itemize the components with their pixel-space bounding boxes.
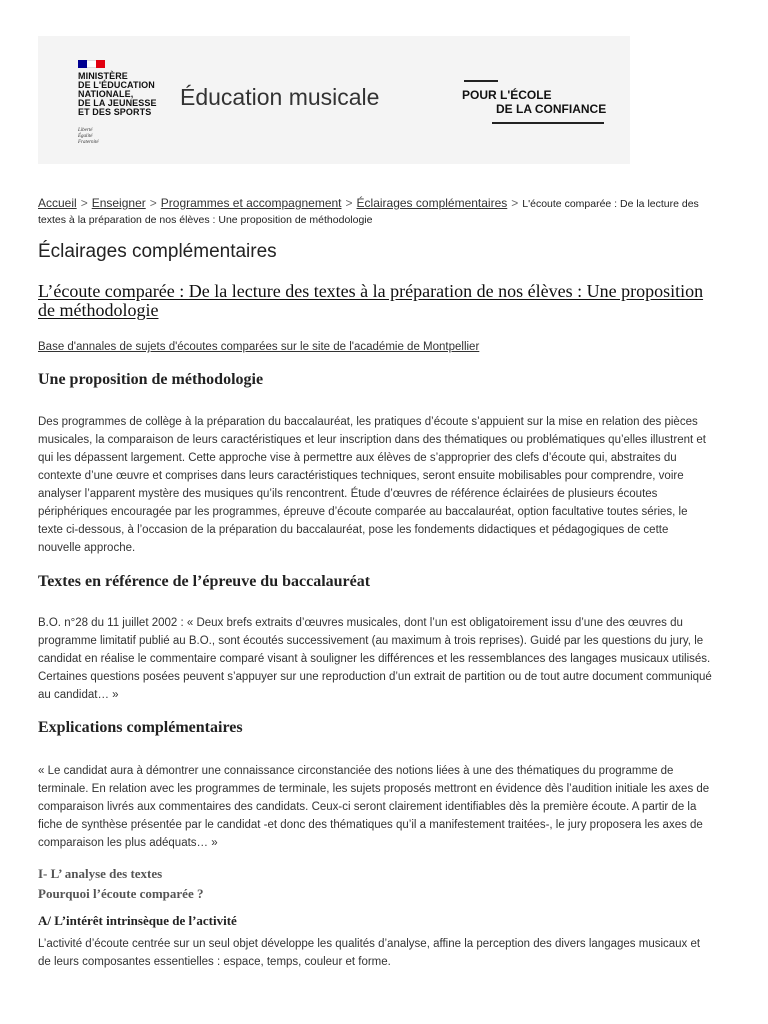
- section-title: Éclairages complémentaires: [38, 241, 277, 262]
- paragraph-textes-reference: B.O. n°28 du 11 juillet 2002 : « Deux brefs extraits d’œuvres musicales, dont l’un est obligatoirement issu d’une des œuvres du programme limitatif publié au B.O., sont écoutés successivement (au maximum à trois reprises). Guidé par les questions du jury, le candidat en réalise le commentaire comparé visant à souligner les différences et les ressemblances des langages musicaux utilisés. Certaines questions posées peuvent s’appuyer sur une reproduction d’un extrait de partition ou de tout autre document communiqué au candidat… »: [38, 617, 712, 701]
- breadcrumb-link-enseigner[interactable]: Enseigner: [91, 196, 146, 210]
- breadcrumb-link-programmes[interactable]: Programmes et accompagnement: [160, 196, 342, 210]
- breadcrumb-current: L'écoute comparée : De la lecture des textes à la préparation de nos élèves : Une proposition de méthodologie: [38, 198, 699, 226]
- breadcrumb-separator: >: [149, 196, 157, 210]
- breadcrumb-link-accueil[interactable]: Accueil: [38, 196, 77, 210]
- site-name[interactable]: Éducation musicale: [180, 84, 380, 110]
- paragraph-interet: L’activité d’écoute centrée sur un seul objet développe les qualités d’analyse, affine la perception des divers langages musicaux et de leurs composantes essentielles : espace, temps, couleur et forme.: [38, 938, 701, 968]
- slogan-line-bottom: [492, 122, 604, 124]
- heading-analyse-textes: I- L’ analyse des textes: [38, 866, 163, 881]
- slogan-line-top: [464, 80, 498, 82]
- breadcrumb-separator: >: [511, 196, 519, 210]
- ministry-name: MINISTÈRE DE L'ÉDUCATION NATIONALE, DE LA JEUNESSE ET DES SPORTS: [78, 71, 157, 117]
- paragraph-methodologie: Des programmes de collège à la préparation du baccalauréat, les pratiques d’écoute s’appuient sur la mise en relation des pièces musicales, la comparaison de leurs caractéristiques et leur inscription dans des thématiques ou problématiques qu’elles illustrent et qui les dépassent largement. Cette approche vise à permettre aux élèves de s’approprier des clefs d’écoute qui, abstraites du contexte d’une œuvre et comprises dans leurs caractéristiques techniques, seront ensuite mobilisables pour comprendre, voire analyser l’apparent mystère des musiques qu’ils rencontrent. Étude d’œuvres de référence éclairées de plusieurs écoutes périphériques encouragée par les programmes, épreuve d’écoute comparée au baccalauréat, option facultative toutes séries, le texte ci-dessous, à l’occasion de la préparation du baccalauréat, pose les fondements didactiques et pédagogiques de cette nouvelle approche.: [38, 416, 706, 554]
- breadcrumb: [38, 196, 718, 228]
- breadcrumb-separator: >: [345, 196, 353, 210]
- republic-flag-logo: [78, 60, 108, 68]
- page-title[interactable]: L’écoute comparée : De la lecture des textes à la préparation de nos élèves : Une proposition de méthodologie: [38, 281, 704, 320]
- heading-methodologie: Une proposition de méthodologie: [38, 371, 264, 388]
- header-banner: [38, 36, 630, 164]
- republic-motto: Liberté Égalité Fraternité: [78, 128, 99, 145]
- annales-link[interactable]: Base d'annales de sujets d'écoutes comparées sur le site de l'académie de Montpellier: [38, 341, 480, 353]
- heading-textes-reference: Textes en référence de l’épreuve du baccalauréat: [38, 573, 371, 590]
- breadcrumb-separator: >: [80, 196, 88, 210]
- heading-interet: A/ L’intérêt intrinsèque de l’activité: [38, 913, 237, 928]
- slogan-text: POUR L'ÉCOLE DE LA CONFIANCE: [462, 88, 607, 116]
- heading-pourquoi: Pourquoi l’écoute comparée ?: [38, 886, 204, 901]
- slogan-logo: [462, 76, 607, 126]
- paragraph-explications: « Le candidat aura à démontrer une connaissance circonstanciée des notions liées à une des thématiques du programme de terminale. En relation avec les programmes de terminale, les sujets proposés mettront en évidence dès l’audition initiale les axes de comparaison livrés aux commentaires des candidats. Ceux-ci seront clairement identifiables dès la première écoute. A partir de la fiche de synthèse présentée par le candidat -et donc des thématiques qu’il a manifestement traitées-, le jury proposera les axes de comparaison les plus adéquats… »: [38, 765, 710, 849]
- heading-explications: Explications complémentaires: [38, 719, 243, 736]
- breadcrumb-link-eclairages[interactable]: Éclairages complémentaires: [356, 196, 508, 210]
